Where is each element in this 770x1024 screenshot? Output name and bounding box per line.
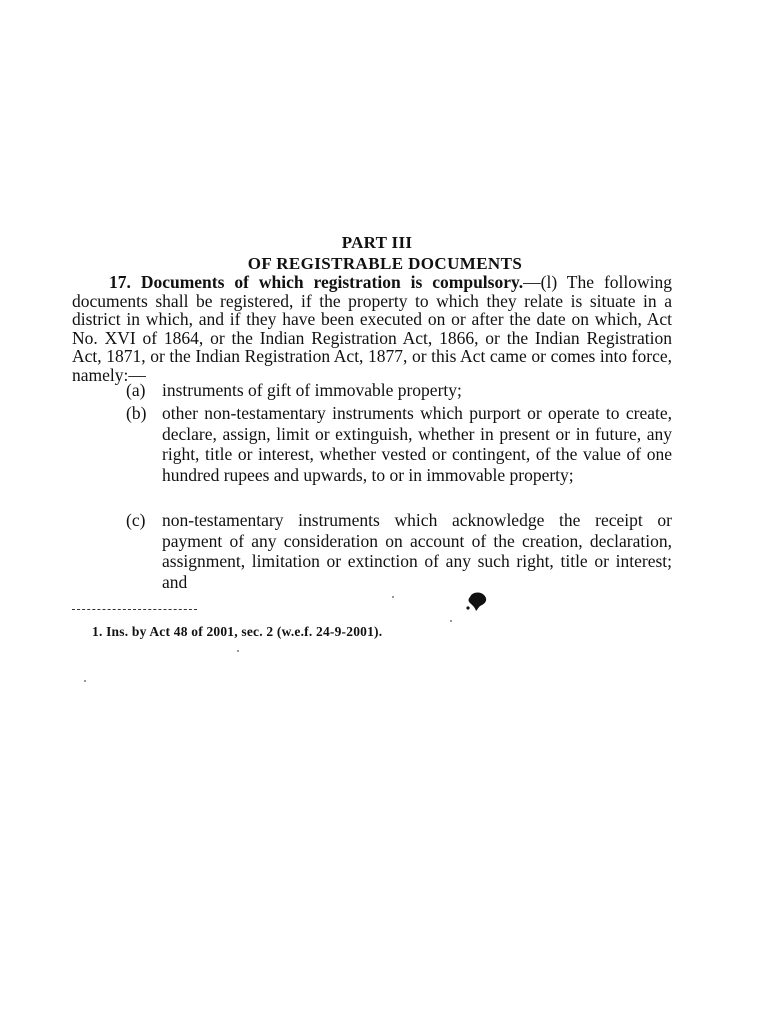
scan-speck	[392, 596, 394, 598]
section-paragraph	[72, 273, 672, 385]
footnote: 1. Ins. by Act 48 of 2001, sec. 2 (w.e.f. 24-9-2001).	[92, 624, 383, 639]
chapter-heading: OF REGISTRABLE DOCUMENTS	[247, 254, 523, 273]
clause-b	[126, 403, 672, 485]
clause-c	[126, 510, 672, 592]
section-body: —(l) The following documents shall be registered, if the property to which they relate is situate in a district in which, and if they have been executed on or after the date on which, Act No. XVI of 1864, or the Indian Registration Act, 1866, or the Indian Registration Act, 1871, or the Indian Registration Act, 1877, or this Act came or comes into force, namely:—	[72, 272, 672, 385]
clause-text: non-testamentary instruments which acknowledge the receipt or payment of any consideration on account of the creation, declaration, assignment, limitation or extinction of any such right, title or interest; and	[162, 510, 672, 592]
section-title: 17. Documents of which registration is compulsory.	[109, 272, 524, 292]
scan-speck	[84, 680, 86, 682]
ink-blot	[466, 591, 490, 613]
footnote-divider	[72, 609, 197, 610]
clause-text: other non-testamentary instruments which purport or operate to create, declare, assign, limit or extinguish, whether in present or in future, any right, title or interest, whether vested or contingent, of the value of one hundred rupees and upwards, to or in immovable property;	[162, 403, 672, 485]
clause-marker: (c)	[126, 510, 146, 530]
part-title: PART III	[341, 233, 413, 252]
scan-speck	[450, 620, 452, 622]
clause-marker: (a)	[126, 380, 146, 400]
clause-a	[126, 380, 672, 401]
clause-marker: (b)	[126, 403, 147, 423]
clause-text: instruments of gift of immovable property;	[162, 380, 462, 400]
scan-speck	[237, 650, 239, 652]
